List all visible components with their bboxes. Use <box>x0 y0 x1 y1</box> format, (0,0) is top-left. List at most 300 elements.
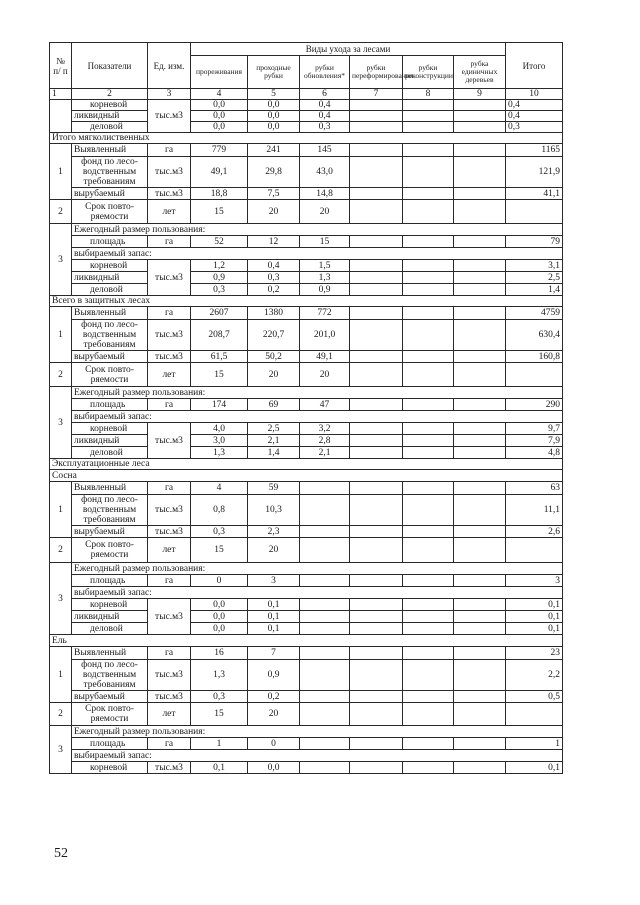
empty-cell <box>350 122 403 133</box>
total-cell: 0,1 <box>506 623 563 635</box>
total-cell: 1 <box>506 738 563 750</box>
row-number: 2 <box>50 200 72 224</box>
empty-cell <box>454 307 506 320</box>
empty-cell <box>350 447 403 459</box>
value-cell: 0,0 <box>191 111 248 122</box>
empty-cell <box>350 538 403 563</box>
empty-cell <box>454 423 506 435</box>
empty-cell <box>403 738 454 750</box>
empty-cell <box>454 144 506 157</box>
subsection-label: Ежегодный размер пользования: <box>72 387 563 399</box>
value-cell: 15 <box>191 538 248 563</box>
value-cell <box>300 611 350 623</box>
value-cell: 15 <box>191 363 248 387</box>
total-cell <box>506 538 563 563</box>
empty-cell <box>403 363 454 387</box>
total-cell: 63 <box>506 482 563 495</box>
empty-cell <box>403 526 454 538</box>
empty-cell <box>403 703 454 726</box>
value-cell <box>300 762 350 774</box>
unit-cell: га <box>148 144 191 157</box>
total-cell: 79 <box>506 236 563 248</box>
empty-cell <box>350 623 403 635</box>
value-cell: 2,3 <box>248 526 300 538</box>
row-number: 2 <box>50 363 72 387</box>
header-total: Итого <box>506 43 563 89</box>
empty-cell <box>454 691 506 703</box>
unit-cell: тыс.м3 <box>148 260 191 296</box>
indicator-label: ликвидный <box>72 435 148 447</box>
unit-cell: тыс.м3 <box>148 320 191 351</box>
empty-cell <box>454 660 506 691</box>
value-cell: 0,2 <box>248 284 300 296</box>
header-type: рубки переформирования <box>350 56 403 89</box>
unit-cell: тыс.м3 <box>148 599 191 635</box>
empty-cell <box>403 495 454 526</box>
indicator-label: корневой <box>72 260 148 272</box>
value-cell: 0,3 <box>248 272 300 284</box>
header-type: рубки обновления* <box>300 56 350 89</box>
header-type: проходные рубки <box>248 56 300 89</box>
value-cell: 0,0 <box>191 599 248 611</box>
value-cell: 10,3 <box>248 495 300 526</box>
empty-cell <box>403 320 454 351</box>
subsection-label: выбираемый запас: <box>72 411 563 423</box>
empty-cell <box>454 100 506 111</box>
indicator-label: ликвидный <box>72 111 148 122</box>
value-cell: 1,5 <box>300 260 350 272</box>
empty-cell <box>454 363 506 387</box>
total-cell: 3,1 <box>506 260 563 272</box>
value-cell <box>300 526 350 538</box>
unit-cell: га <box>148 575 191 587</box>
indicator-label: вырубаемый <box>72 188 148 200</box>
empty-cell <box>403 482 454 495</box>
value-cell: 14,8 <box>300 188 350 200</box>
total-cell: 121,9 <box>506 157 563 188</box>
indicator-label: деловой <box>72 284 148 296</box>
empty-cell <box>350 284 403 296</box>
value-cell: 47 <box>300 399 350 411</box>
value-cell: 0,3 <box>191 526 248 538</box>
value-cell <box>300 482 350 495</box>
value-cell: 174 <box>191 399 248 411</box>
empty-cell <box>454 738 506 750</box>
unit-cell: га <box>148 399 191 411</box>
value-cell: 3 <box>248 575 300 587</box>
empty-cell <box>403 284 454 296</box>
value-cell: 0,0 <box>248 762 300 774</box>
empty-cell <box>454 157 506 188</box>
value-cell: 145 <box>300 144 350 157</box>
column-number: 8 <box>403 89 454 100</box>
column-number: 9 <box>454 89 506 100</box>
empty-cell <box>403 111 454 122</box>
unit-cell: тыс.м3 <box>148 762 191 774</box>
empty-cell <box>350 363 403 387</box>
value-cell: 0,0 <box>248 100 300 111</box>
empty-cell <box>403 691 454 703</box>
unit-cell: тыс.м3 <box>148 351 191 363</box>
indicator-label: фонд по лесо-водственным требованиям <box>72 495 148 526</box>
row-number <box>50 100 72 133</box>
indicator-label: фонд по лесо-водственным требованиям <box>72 660 148 691</box>
value-cell: 0,0 <box>191 623 248 635</box>
total-cell: 1,4 <box>506 284 563 296</box>
empty-cell <box>350 399 403 411</box>
total-cell: 630,4 <box>506 320 563 351</box>
indicator-label: вырубаемый <box>72 691 148 703</box>
value-cell: 0,4 <box>300 100 350 111</box>
value-cell: 16 <box>191 647 248 660</box>
empty-cell <box>454 188 506 200</box>
indicator-label: Срок повто-ряемости <box>72 703 148 726</box>
row-number: 1 <box>50 307 72 363</box>
total-cell: 7,9 <box>506 435 563 447</box>
row-number: 1 <box>50 482 72 538</box>
total-cell: 2,5 <box>506 272 563 284</box>
empty-cell <box>403 435 454 447</box>
unit-cell: тыс.м3 <box>148 660 191 691</box>
value-cell <box>300 647 350 660</box>
total-cell: 290 <box>506 399 563 411</box>
value-cell: 1380 <box>248 307 300 320</box>
empty-cell <box>350 272 403 284</box>
value-cell: 0,8 <box>191 495 248 526</box>
empty-cell <box>454 122 506 133</box>
empty-cell <box>350 495 403 526</box>
unit-cell: га <box>148 482 191 495</box>
empty-cell <box>403 647 454 660</box>
indicator-label: вырубаемый <box>72 351 148 363</box>
total-cell: 1165 <box>506 144 563 157</box>
value-cell: 4,0 <box>191 423 248 435</box>
empty-cell <box>350 703 403 726</box>
indicator-label: корневой <box>72 599 148 611</box>
value-cell: 0 <box>248 738 300 750</box>
column-number: 7 <box>350 89 403 100</box>
empty-cell <box>350 647 403 660</box>
value-cell: 0,2 <box>248 691 300 703</box>
unit-cell: лет <box>148 703 191 726</box>
total-cell: 2,2 <box>506 660 563 691</box>
value-cell: 20 <box>248 538 300 563</box>
empty-cell <box>350 762 403 774</box>
value-cell <box>300 599 350 611</box>
indicator-label: корневой <box>72 100 148 111</box>
empty-cell <box>350 482 403 495</box>
value-cell: 0,0 <box>191 611 248 623</box>
value-cell: 15 <box>191 200 248 224</box>
indicator-label: Выявленный <box>72 647 148 660</box>
value-cell: 0,0 <box>191 122 248 133</box>
unit-cell: га <box>148 738 191 750</box>
value-cell: 2,1 <box>248 435 300 447</box>
column-number: 1 <box>50 89 72 100</box>
empty-cell <box>403 351 454 363</box>
empty-cell <box>454 260 506 272</box>
total-cell: 0,1 <box>506 762 563 774</box>
value-cell: 0,3 <box>191 691 248 703</box>
empty-cell <box>454 236 506 248</box>
value-cell: 7 <box>248 647 300 660</box>
section-title: Всего в защитных лесах <box>50 296 563 307</box>
unit-cell: тыс.м3 <box>148 188 191 200</box>
unit-cell: лет <box>148 538 191 563</box>
empty-cell <box>454 284 506 296</box>
empty-cell <box>350 351 403 363</box>
header-unit: Ед. изм. <box>148 43 191 89</box>
total-cell: 0,5 <box>506 691 563 703</box>
subsection-label: Ежегодный размер пользования: <box>72 726 563 738</box>
value-cell: 0,9 <box>191 272 248 284</box>
value-cell <box>300 538 350 563</box>
indicator-label: фонд по лесо-водственным требованиям <box>72 157 148 188</box>
indicator-label: площадь <box>72 236 148 248</box>
total-cell: 9,7 <box>506 423 563 435</box>
indicator-label: вырубаемый <box>72 526 148 538</box>
empty-cell <box>350 435 403 447</box>
empty-cell <box>403 447 454 459</box>
total-cell <box>506 200 563 224</box>
total-cell <box>506 703 563 726</box>
row-number: 3 <box>50 387 72 459</box>
empty-cell <box>350 144 403 157</box>
total-cell: 0,1 <box>506 611 563 623</box>
row-number: 2 <box>50 703 72 726</box>
row-number: 1 <box>50 647 72 703</box>
total-cell: 0,1 <box>506 599 563 611</box>
unit-cell: лет <box>148 363 191 387</box>
subsection-label: Ежегодный размер пользования: <box>72 224 563 236</box>
value-cell: 0,9 <box>248 660 300 691</box>
value-cell: 20 <box>248 703 300 726</box>
value-cell: 772 <box>300 307 350 320</box>
value-cell <box>300 575 350 587</box>
column-number: 2 <box>72 89 148 100</box>
subsection-label: выбираемый запас: <box>72 750 563 762</box>
total-cell: 41,1 <box>506 188 563 200</box>
empty-cell <box>454 575 506 587</box>
value-cell: 1,3 <box>191 660 248 691</box>
section-title: Ель <box>50 635 563 647</box>
total-cell: 2,6 <box>506 526 563 538</box>
subsection-label: выбираемый запас: <box>72 248 563 260</box>
unit-cell: га <box>148 647 191 660</box>
empty-cell <box>403 599 454 611</box>
value-cell <box>300 691 350 703</box>
unit-cell: га <box>148 307 191 320</box>
empty-cell <box>403 188 454 200</box>
indicator-label: деловой <box>72 122 148 133</box>
empty-cell <box>350 320 403 351</box>
header-indicator: Показатели <box>72 43 148 89</box>
value-cell: 1,3 <box>300 272 350 284</box>
column-number: 5 <box>248 89 300 100</box>
value-cell: 0,4 <box>248 260 300 272</box>
value-cell: 20 <box>300 363 350 387</box>
value-cell: 69 <box>248 399 300 411</box>
indicator-label: Срок повто-ряемости <box>72 538 148 563</box>
empty-cell <box>454 623 506 635</box>
empty-cell <box>350 691 403 703</box>
value-cell: 18,8 <box>191 188 248 200</box>
indicator-label: ликвидный <box>72 272 148 284</box>
value-cell: 0,1 <box>248 623 300 635</box>
total-cell: 0,3 <box>506 122 563 133</box>
empty-cell <box>454 399 506 411</box>
empty-cell <box>350 611 403 623</box>
column-number: 4 <box>191 89 248 100</box>
empty-cell <box>403 762 454 774</box>
value-cell: 0,3 <box>300 122 350 133</box>
indicator-label: площадь <box>72 399 148 411</box>
empty-cell <box>350 526 403 538</box>
empty-cell <box>454 111 506 122</box>
empty-cell <box>454 435 506 447</box>
subsection-label: Ежегодный размер пользования: <box>72 563 563 575</box>
indicator-label: корневой <box>72 423 148 435</box>
value-cell: 43,0 <box>300 157 350 188</box>
value-cell <box>300 703 350 726</box>
empty-cell <box>350 260 403 272</box>
section-title: Итого мягколиственных <box>50 133 563 144</box>
header-type: рубки реконструкции <box>403 56 454 89</box>
indicator-label: Срок повто-ряемости <box>72 363 148 387</box>
empty-cell <box>350 111 403 122</box>
value-cell: 0,0 <box>248 122 300 133</box>
page-number: 52 <box>54 846 68 861</box>
forest-care-table <box>49 42 563 774</box>
header-care-types: Виды ухода за лесами <box>191 43 506 56</box>
unit-cell: тыс.м3 <box>148 495 191 526</box>
value-cell: 15 <box>300 236 350 248</box>
value-cell: 241 <box>248 144 300 157</box>
empty-cell <box>403 623 454 635</box>
empty-cell <box>350 423 403 435</box>
empty-cell <box>403 260 454 272</box>
value-cell: 12 <box>248 236 300 248</box>
empty-cell <box>454 200 506 224</box>
empty-cell <box>454 482 506 495</box>
empty-cell <box>403 423 454 435</box>
value-cell: 3,0 <box>191 435 248 447</box>
value-cell: 3,2 <box>300 423 350 435</box>
indicator-label: Выявленный <box>72 482 148 495</box>
empty-cell <box>403 272 454 284</box>
empty-cell <box>350 200 403 224</box>
empty-cell <box>350 100 403 111</box>
value-cell <box>300 660 350 691</box>
value-cell: 20 <box>248 200 300 224</box>
total-cell: 11,1 <box>506 495 563 526</box>
value-cell: 2,8 <box>300 435 350 447</box>
value-cell: 0 <box>191 575 248 587</box>
value-cell: 29,8 <box>248 157 300 188</box>
section-title: Сосна <box>50 470 563 482</box>
value-cell: 0,1 <box>191 762 248 774</box>
empty-cell <box>454 647 506 660</box>
total-cell: 23 <box>506 647 563 660</box>
value-cell: 2607 <box>191 307 248 320</box>
empty-cell <box>350 307 403 320</box>
empty-cell <box>403 307 454 320</box>
value-cell <box>300 738 350 750</box>
empty-cell <box>403 200 454 224</box>
indicator-label: площадь <box>72 575 148 587</box>
empty-cell <box>350 157 403 188</box>
empty-cell <box>454 526 506 538</box>
row-number: 3 <box>50 224 72 296</box>
indicator-label: ликвидный <box>72 611 148 623</box>
total-cell: 4,8 <box>506 447 563 459</box>
unit-cell: тыс.м3 <box>148 100 191 133</box>
section-title: Эксплуатационные леса <box>50 459 563 470</box>
column-number: 3 <box>148 89 191 100</box>
value-cell: 61,5 <box>191 351 248 363</box>
value-cell <box>300 495 350 526</box>
empty-cell <box>454 762 506 774</box>
empty-cell <box>350 660 403 691</box>
empty-cell <box>350 575 403 587</box>
empty-cell <box>350 738 403 750</box>
empty-cell <box>454 272 506 284</box>
value-cell: 0,0 <box>248 111 300 122</box>
empty-cell <box>403 236 454 248</box>
value-cell: 4 <box>191 482 248 495</box>
empty-cell <box>454 703 506 726</box>
value-cell: 0,3 <box>191 284 248 296</box>
empty-cell <box>403 660 454 691</box>
value-cell: 0,9 <box>300 284 350 296</box>
header-type: прореживания <box>191 56 248 89</box>
empty-cell <box>454 447 506 459</box>
value-cell: 2,1 <box>300 447 350 459</box>
subsection-label: выбираемый запас: <box>72 587 563 599</box>
indicator-label: площадь <box>72 738 148 750</box>
value-cell: 52 <box>191 236 248 248</box>
unit-cell: тыс.м3 <box>148 157 191 188</box>
value-cell: 1 <box>191 738 248 750</box>
value-cell: 49,1 <box>300 351 350 363</box>
empty-cell <box>403 157 454 188</box>
total-cell: 160,8 <box>506 351 563 363</box>
value-cell: 49,1 <box>191 157 248 188</box>
header-no: № п/ п <box>50 43 72 89</box>
total-cell: 3 <box>506 575 563 587</box>
empty-cell <box>454 538 506 563</box>
total-cell <box>506 363 563 387</box>
empty-cell <box>403 611 454 623</box>
empty-cell <box>403 144 454 157</box>
value-cell: 0,4 <box>300 111 350 122</box>
row-number: 3 <box>50 726 72 774</box>
value-cell: 20 <box>300 200 350 224</box>
indicator-label: деловой <box>72 623 148 635</box>
unit-cell: тыс.м3 <box>148 691 191 703</box>
indicator-label: Выявленный <box>72 307 148 320</box>
unit-cell: тыс.м3 <box>148 423 191 459</box>
header-type: рубка единичных деревьев <box>454 56 506 89</box>
empty-cell <box>403 100 454 111</box>
empty-cell <box>403 122 454 133</box>
total-cell: 0,4 <box>506 100 563 111</box>
empty-cell <box>454 320 506 351</box>
unit-cell: лет <box>148 200 191 224</box>
unit-cell: га <box>148 236 191 248</box>
indicator-label: Срок повто-ряемости <box>72 200 148 224</box>
empty-cell <box>350 599 403 611</box>
